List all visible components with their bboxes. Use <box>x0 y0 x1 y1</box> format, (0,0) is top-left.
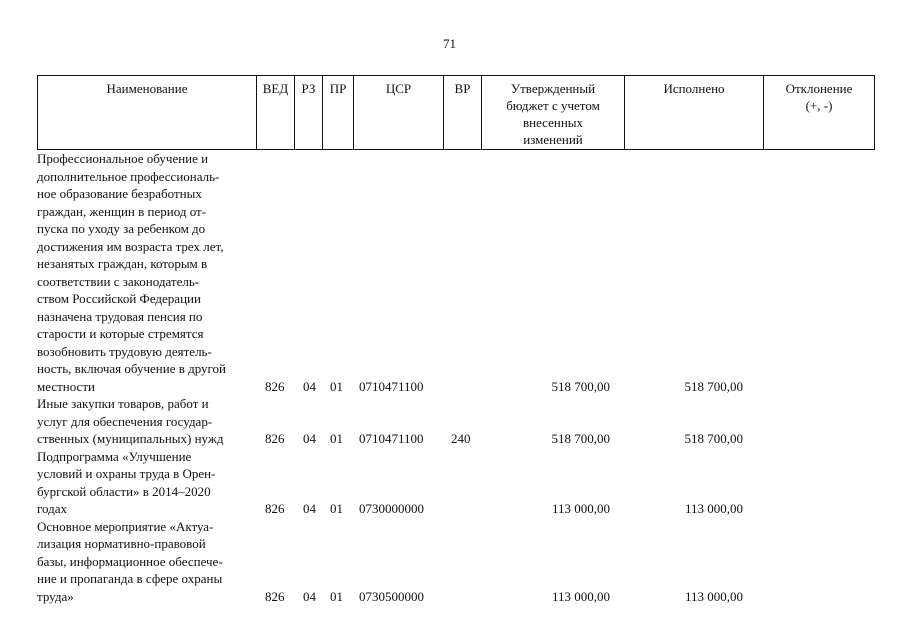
table-body <box>37 150 875 605</box>
row-name-line: Профессиональное обучение и <box>37 151 209 166</box>
row-name-line: ное образование безработных <box>37 186 202 201</box>
row-name-line: Основное мероприятие «Актуа- <box>37 518 214 534</box>
row-budget: 113 000,00 <box>551 501 610 516</box>
row-rz: 04 <box>303 431 316 446</box>
row-done: 518 700,00 <box>684 378 743 394</box>
table-row <box>37 395 875 448</box>
row-name-line: Иные закупки товаров, работ и <box>37 396 209 411</box>
header-deviation-line: (+, -) <box>805 98 833 113</box>
header-budget-line: изменений <box>523 132 583 147</box>
row-name-line: ством Российской Федерации <box>37 291 201 306</box>
row-name-line: услуг для обеспечения государ- <box>37 413 213 429</box>
row-name-line: труда» <box>37 588 74 604</box>
row-name-line: незанятых граждан, которым в <box>37 256 208 271</box>
row-ved: 826 <box>265 501 285 516</box>
row-csr: 0730000000 <box>359 501 424 516</box>
header-ved: ВЕД <box>257 76 295 149</box>
row-name-line: ность, включая обучение в другой <box>37 361 227 376</box>
row-name-line: достижения им возраста трех лет, <box>37 238 224 254</box>
table-row <box>37 448 875 518</box>
header-csr: ЦСР <box>354 76 444 149</box>
row-pr: 01 <box>330 501 343 516</box>
row-name-line: лизация нормативно-правовой <box>37 536 206 551</box>
row-name-line: старости и которые стремятся <box>37 326 204 341</box>
row-name-line: бургской области» в 2014–2020 <box>37 483 211 499</box>
header-name: Наименование <box>38 76 257 149</box>
row-done: 113 000,00 <box>684 588 743 604</box>
row-ved: 826 <box>265 431 285 446</box>
page-number: 71 <box>443 36 456 51</box>
row-name <box>37 150 262 395</box>
row-done: 113 000,00 <box>684 501 743 516</box>
row-name-line: ние и пропаганда в сфере охраны <box>37 571 223 586</box>
row-name-line: назначена трудовая пенсия по <box>37 308 203 324</box>
table-header <box>37 75 875 150</box>
row-name-line: ственных (муниципальных) нужд <box>37 431 224 446</box>
row-budget: 518 700,00 <box>551 378 610 394</box>
header-rz: РЗ <box>295 76 323 149</box>
table-row <box>37 518 875 606</box>
header-vr: ВР <box>444 76 482 149</box>
row-vr: 240 <box>451 431 471 446</box>
header-budget-line: бюджет с учетом <box>506 98 600 113</box>
row-pr: 01 <box>330 431 343 446</box>
row-ved: 826 <box>265 588 285 604</box>
row-pr: 01 <box>330 588 343 604</box>
header-deviation-line: Отклонение <box>785 81 853 96</box>
table-row <box>37 150 875 395</box>
row-name-line: Подпрограмма «Улучшение <box>37 448 192 464</box>
row-rz: 04 <box>303 501 316 516</box>
row-name <box>37 395 262 448</box>
row-name-line: соответствии с законодатель- <box>37 273 200 289</box>
row-name-line: граждан, женщин в период от- <box>37 203 207 219</box>
row-name-line: пуска по уходу за ребенком до <box>37 221 206 236</box>
row-name-line: условий и охраны труда в Орен- <box>37 466 216 481</box>
row-budget: 518 700,00 <box>551 431 610 446</box>
header-budget <box>482 76 625 149</box>
row-name <box>37 448 262 518</box>
row-rz: 04 <box>303 588 316 604</box>
row-csr: 0730500000 <box>359 588 424 604</box>
header-pr: ПР <box>323 76 354 149</box>
row-name-line: годах <box>37 501 68 516</box>
row-pr: 01 <box>330 378 343 394</box>
row-name-line: базы, информационное обеспече- <box>37 553 223 569</box>
row-budget: 113 000,00 <box>551 588 610 604</box>
row-csr: 0710471100 <box>359 378 424 394</box>
row-name <box>37 518 262 606</box>
row-name-line: местности <box>37 378 95 394</box>
row-name-line: дополнительное профессиональ- <box>37 168 220 184</box>
row-rz: 04 <box>303 378 316 394</box>
header-done: Исполнено <box>625 76 764 149</box>
row-ved: 826 <box>265 378 285 394</box>
row-csr: 0710471100 <box>359 431 424 446</box>
row-name-line: возобновить трудовую деятель- <box>37 343 212 359</box>
row-done: 518 700,00 <box>684 431 743 446</box>
header-budget-line: Утвержденный <box>510 81 596 96</box>
header-deviation <box>764 76 874 149</box>
header-budget-line: внесенных <box>522 115 584 130</box>
